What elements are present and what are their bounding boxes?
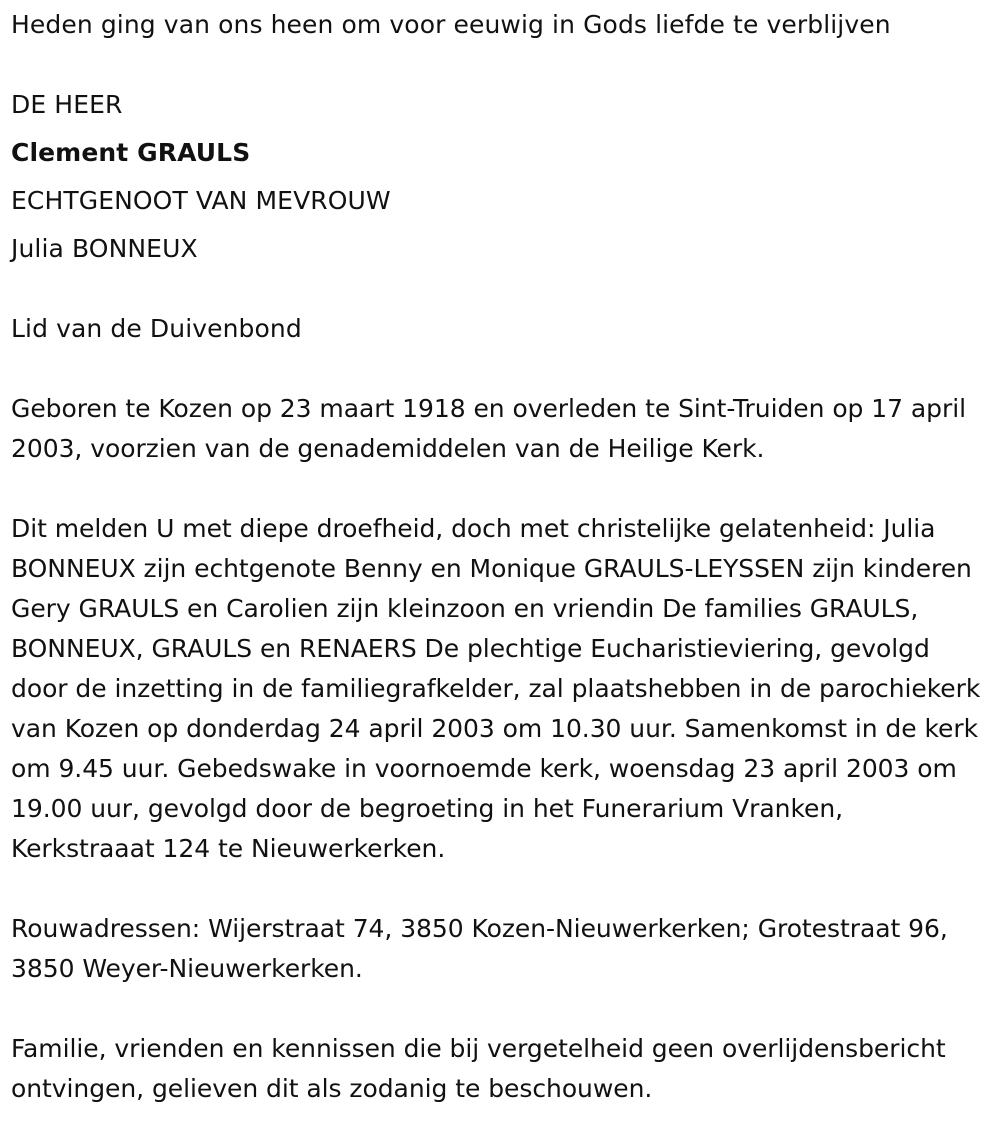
honorific-title: DE HEER	[11, 90, 123, 119]
deceased-name: Clement GRAULS	[11, 138, 251, 167]
addresses-paragraph: Rouwadressen: Wijerstraat 74, 3850 Kozen-Nieuwerkerken; Grotestraat 96, 3850 Weyer-Nieuwerkerken.	[11, 914, 948, 983]
intro-text: Heden ging van ons heen om voor eeuwig in Gods liefde te verblijven	[11, 10, 891, 39]
announcement-paragraph: Dit melden U met diepe droefheid, doch met christelijke gelatenheid: Julia BONNEUX zijn echtgenote Benny en Monique GRAULS-LEYSSEN zijn kinderen Gery GRAULS en Carolien zijn kleinzoon en vriendin De families GRAULS, BONNEUX, GRAULS en RENAERS De plechtige Eucharistieviering, gevolgd door de inzetting in de familiegrafkelder, zal plaatshebben in de parochiekerk van Kozen op donderdag 24 april 2003 om 10.30 uur. Samenkomst in de kerk om 9.45 uur. Gebedswake in voornoemde kerk, woensdag 23 april 2003 om 19.00 uur, gevolgd door de begroeting in het Funerarium Vranken, Kerkstraaat 124 te Nieuwerkerken.	[11, 514, 981, 863]
membership-text: Lid van de Duivenbond	[11, 314, 302, 343]
closing-paragraph: Familie, vrienden en kennissen die bij vergetelheid geen overlijdensbericht ontvingen, gelieven dit als zodanig te beschouwen.	[11, 1034, 946, 1103]
birth-death-paragraph: Geboren te Kozen op 23 maart 1918 en overleden te Sint-Truiden op 17 april 2003, voorzien van de genademiddelen van de Heilige Kerk.	[11, 394, 966, 463]
spouse-label: ECHTGENOOT VAN MEVROUW	[11, 186, 391, 215]
spouse-name: Julia BONNEUX	[11, 234, 198, 263]
